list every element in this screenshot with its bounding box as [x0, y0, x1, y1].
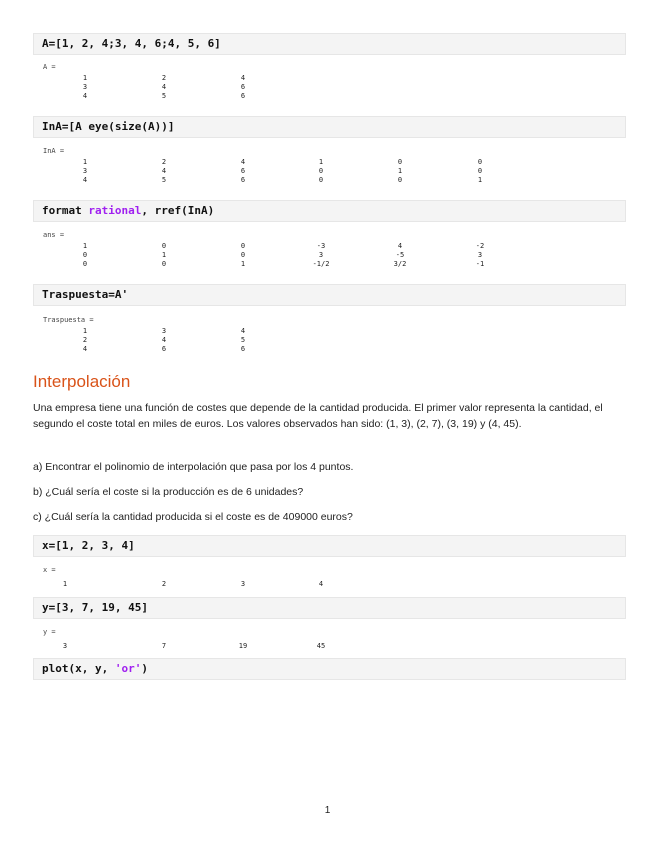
matrix-cell: 1 [82, 158, 88, 166]
matrix-cell: 6 [240, 176, 246, 184]
matrix-cell: 0 [477, 167, 483, 175]
code-rest: ) [141, 662, 148, 675]
code-line-ina[interactable]: InA=[A eye(size(A))] [33, 116, 626, 138]
matrix-cell: 0 [318, 167, 324, 175]
code-line-traspuesta[interactable]: Traspuesta=A' [33, 284, 626, 306]
matrix-cell: 2 [161, 158, 167, 166]
matrix-cell: 4 [240, 158, 246, 166]
matrix-cell: 1 [82, 74, 88, 82]
matrix-cell: 5 [161, 92, 167, 100]
matrix-cell: 3 [62, 642, 68, 650]
code-keyword: plot(x, y, [42, 662, 115, 675]
matrix-cell: 4 [397, 242, 403, 250]
page-number: 1 [324, 805, 331, 816]
matrix-cell: 4 [161, 336, 167, 344]
matrix-cell: 4 [240, 74, 246, 82]
code-line-rref[interactable] [33, 200, 626, 222]
matrix-cell: 1 [477, 176, 483, 184]
matrix-cell: 1 [318, 158, 324, 166]
code-string: rational [88, 204, 142, 217]
matrix-cell: 1 [62, 580, 68, 588]
matrix-cell: 6 [240, 92, 246, 100]
matrix-cell: 1 [82, 327, 88, 335]
code-line-plot[interactable] [33, 658, 626, 680]
matrix-cell: 0 [477, 158, 483, 166]
intro-paragraph: Una empresa tiene una función de costes que depende de la cantidad producida. El primer valor representa la cantidad, el segundo el coste total en miles de euros. Los valores observados han sido: (1, 3), (2, 7), (3, 19) y (4, 45). [33, 402, 603, 430]
matrix-cell: 0 [240, 242, 246, 250]
code-string: 'or' [114, 662, 142, 675]
matrix-cell: 0 [240, 251, 246, 259]
matrix-cell: 2 [161, 580, 167, 588]
code-line-matrix-a[interactable]: A=[1, 2, 4;3, 4, 6;4, 5, 6] [33, 33, 626, 55]
matrix-cell: 0 [82, 251, 88, 259]
matrix-cell: 3 [82, 83, 88, 91]
matrix-cell: 4 [161, 83, 167, 91]
matrix-cell: 0 [161, 260, 167, 268]
code-rest: , rref(InA) [141, 204, 215, 217]
code-keyword: format [42, 204, 89, 217]
matrix-cell: 0 [397, 158, 403, 166]
matrix-cell: 4 [318, 580, 324, 588]
matrix-cell: 5 [161, 176, 167, 184]
section-title: Interpolación [33, 372, 131, 391]
matrix-cell: 4 [240, 327, 246, 335]
matrix-cell: 6 [240, 167, 246, 175]
matrix-cell: 19 [238, 642, 248, 650]
matrix-cell: 4 [161, 167, 167, 175]
matrix-cell: 4 [82, 92, 88, 100]
matrix-cell: 0 [397, 176, 403, 184]
code-line-y[interactable]: y=[3, 7, 19, 45] [33, 597, 626, 619]
matrix-cell: -3 [316, 242, 326, 250]
matrix-cell: -2 [475, 242, 485, 250]
matrix-cell: 6 [240, 83, 246, 91]
matrix-cell: 7 [161, 642, 167, 650]
question-c: c) ¿Cuál sería la cantidad producida si el coste es de 409000 euros? [33, 511, 353, 523]
matrix-cell: 3 [240, 580, 246, 588]
matrix-cell: -5 [395, 251, 405, 259]
matrix-cell: 0 [161, 242, 167, 250]
matrix-cell: 0 [82, 260, 88, 268]
code-line-x[interactable]: x=[1, 2, 3, 4] [33, 535, 626, 557]
matrix-cell: 6 [240, 345, 246, 353]
matrix-cell: 3/2 [393, 260, 407, 268]
matrix-cell: 6 [161, 345, 167, 353]
output-label: y = [43, 628, 56, 636]
matrix-cell: -1/2 [312, 260, 330, 268]
matrix-cell: 1 [397, 167, 403, 175]
output-label: InA = [43, 147, 65, 155]
output-label: ans = [43, 231, 65, 239]
matrix-cell: 1 [82, 242, 88, 250]
output-label: Traspuesta = [43, 316, 94, 324]
matrix-cell: 2 [82, 336, 88, 344]
matrix-cell: 45 [316, 642, 326, 650]
question-b: b) ¿Cuál sería el coste si la producción es de 6 unidades? [33, 486, 304, 498]
matrix-cell: 1 [240, 260, 246, 268]
matrix-cell: 1 [161, 251, 167, 259]
question-a: a) Encontrar el polinomio de interpolación que pasa por los 4 puntos. [33, 461, 354, 473]
matrix-cell: 3 [161, 327, 167, 335]
matrix-cell: -1 [475, 260, 485, 268]
matrix-cell: 3 [318, 251, 324, 259]
matrix-cell: 3 [477, 251, 483, 259]
matrix-cell: 4 [82, 345, 88, 353]
matrix-cell: 5 [240, 336, 246, 344]
matrix-cell: 0 [318, 176, 324, 184]
output-label: x = [43, 566, 56, 574]
matrix-cell: 2 [161, 74, 167, 82]
output-label: A = [43, 63, 56, 71]
matrix-cell: 3 [82, 167, 88, 175]
matrix-cell: 4 [82, 176, 88, 184]
